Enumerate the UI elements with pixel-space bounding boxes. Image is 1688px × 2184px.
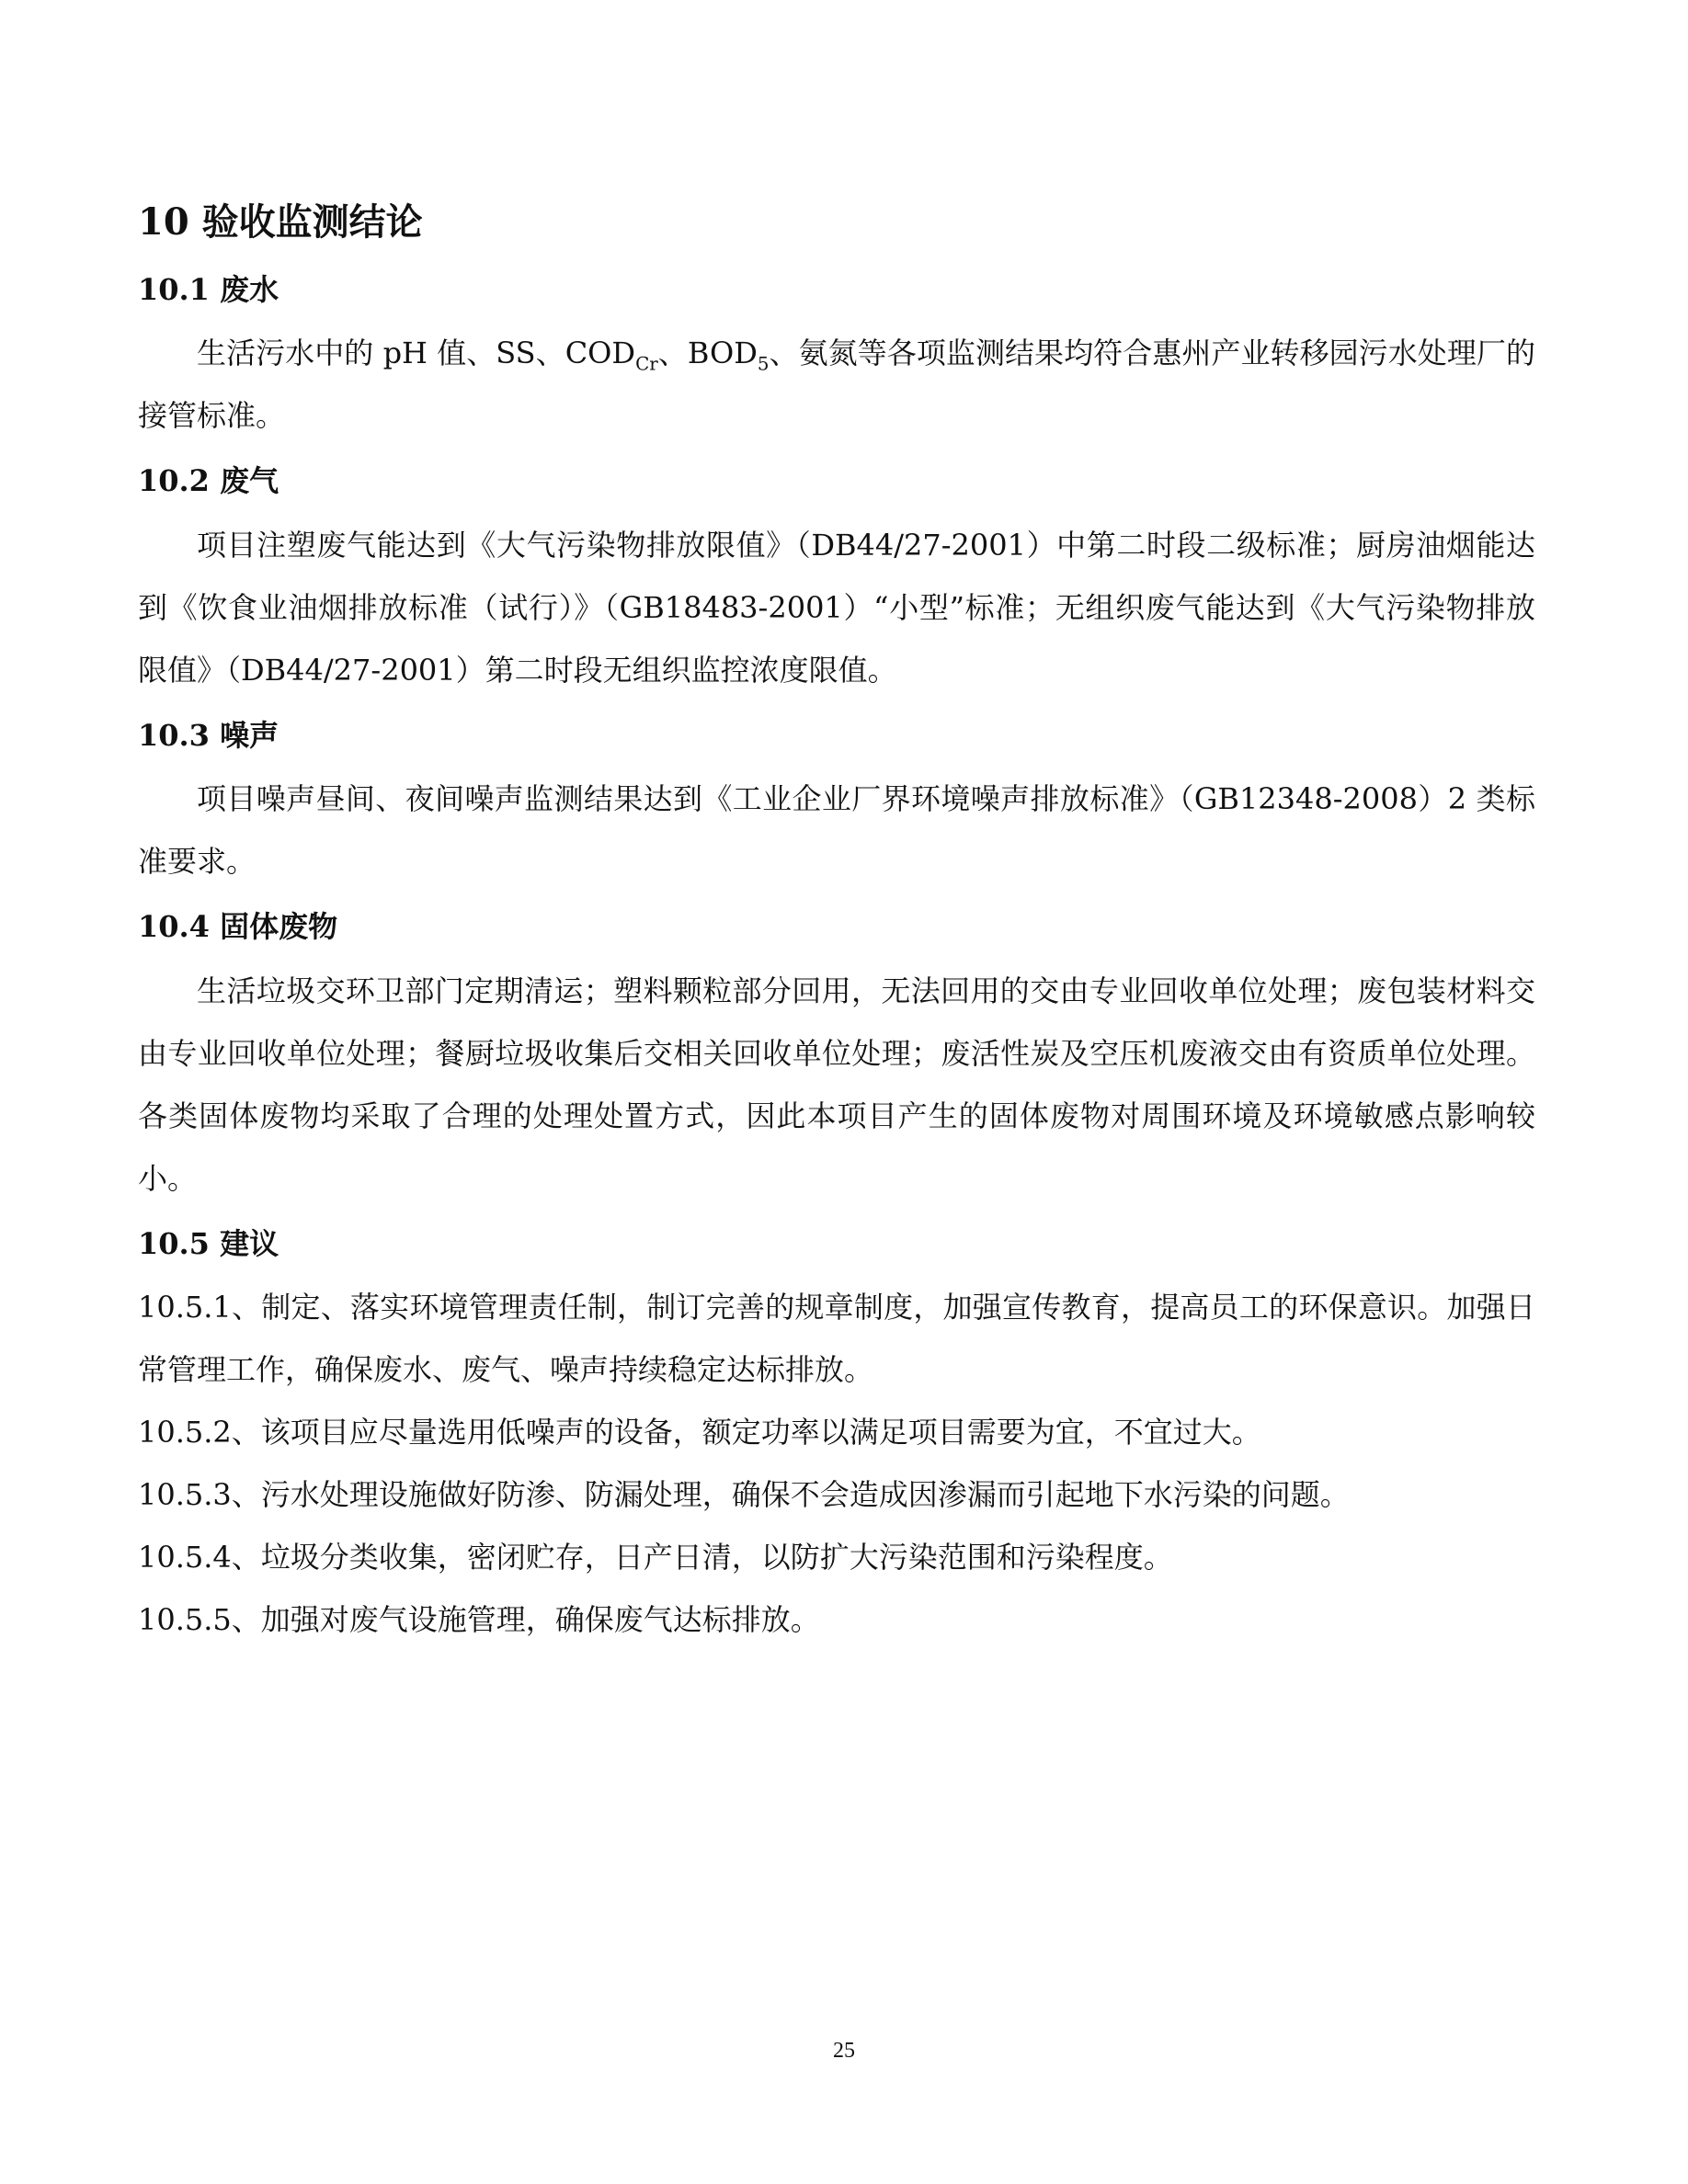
chapter-title: 10 验收监测结论 (138, 200, 423, 244)
suggestion-item: 10.5.2、该项目应尽量选用低噪声的设备，额定功率以满足项目需要为宜，不宜过大。 (138, 1414, 1261, 1450)
paragraph-wastewater (138, 322, 1535, 447)
section-title-waste-gas: 10.2 废气 (138, 463, 279, 499)
page-number: 25 (833, 2039, 855, 2063)
section-title-noise: 10.3 噪声 (138, 717, 279, 753)
wastewater-text-1: 生活污水中的 pH 值、SS、COD (197, 336, 636, 371)
suggestion-item: 10.5.1、制定、落实环境管理责任制，制订完善的规章制度，加强宣传教育，提高员工的环保意识。加强日常管理工作，确保废水、废气、噪声持续稳定达标排放。 (138, 1289, 1535, 1387)
section-title-wastewater: 10.1 废水 (138, 272, 279, 307)
document-page (138, 165, 1535, 1651)
wastewater-text-2: 、BOD (657, 336, 758, 371)
paragraph-waste-gas: 项目注塑废气能达到《大气污染物排放限值》（DB44/27-2001）中第二时段二级标准；厨房油烟能达到《饮食业油烟排放标准（试行）》（GB18483-2001）“小型”标准；无组织废气能达到《大气污染物排放限值》（DB44/27-2001）第二时段无组织监控浓度限值。 (138, 527, 1535, 688)
section-title-solid-waste: 10.4 固体废物 (138, 909, 338, 945)
suggestion-item: 10.5.5、加强对废气设施管理，确保废气达标排放。 (138, 1601, 820, 1637)
subscript-cr: Cr (635, 353, 658, 375)
suggestion-item: 10.5.3、污水处理设施做好防渗、防漏处理，确保不会造成因渗漏而引起地下水污染的问题。 (138, 1476, 1350, 1512)
wastewater-text-3: 、氨氮等各项监测结果均符合惠州产业转移园污水处理厂的接管标准。 (138, 336, 1535, 434)
paragraph-noise: 项目噪声昼间、夜间噪声监测结果达到《工业企业厂界环境噪声排放标准》（GB12348-2008）2 类标准要求。 (138, 781, 1535, 880)
suggestion-item: 10.5.4、垃圾分类收集，密闭贮存，日产日清，以防扩大污染范围和污染程度。 (138, 1539, 1173, 1575)
paragraph-solid-waste: 生活垃圾交环卫部门定期清运；塑料颗粒部分回用，无法回用的交由专业回收单位处理；废包装材料交由专业回收单位处理；餐厨垃圾收集后交相关回收单位处理；废活性炭及空压机废液交由有资质单位处理。各类固体废物均采取了合理的处理处置方式，因此本项目产生的固体废物对周围环境及环境敏感点影响较小。 (138, 973, 1535, 1196)
section-title-suggestions: 10.5 建议 (138, 1225, 279, 1261)
subscript-5: 5 (757, 353, 770, 375)
